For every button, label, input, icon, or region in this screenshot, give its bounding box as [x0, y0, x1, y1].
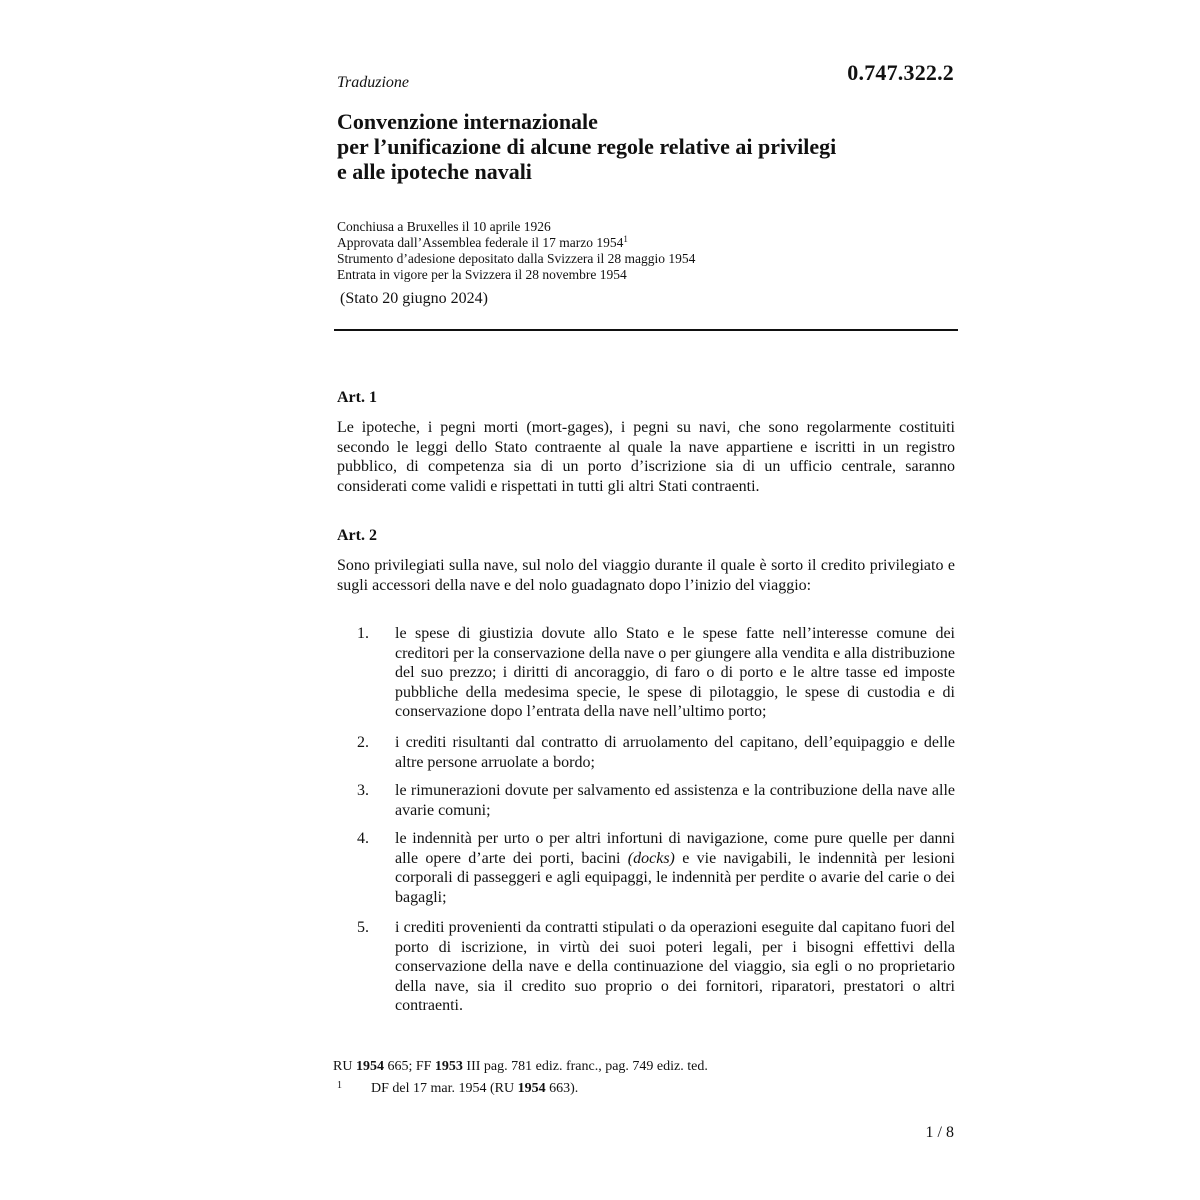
article-heading: Art. 1 [337, 389, 377, 406]
ru-mid: 665; FF [383, 1059, 435, 1074]
ff-year: 1953 [434, 1059, 463, 1074]
document-metadata [337, 219, 695, 283]
footnote-marker: 1 [337, 1080, 342, 1091]
list-item-number: 2. [357, 734, 369, 751]
title-line: Convenzione internazionale [337, 109, 598, 134]
article-1-text: Le ipoteche, i pegni morti (mort-gages), i pegni su navi, che sono regolarmente costituiti secondo le leggi dello Stato contraente al quale la nave appartiene e iscritti in un registro pubblico, di competenza sia di un porto d’iscrizione sia di un ufficio centrale, saranno considerati come validi e rispettati in tutti gli altri Stati contraenti. [337, 419, 955, 495]
approval-line [337, 235, 695, 251]
list-item-number: 1. [357, 625, 369, 642]
list-item [337, 918, 955, 1016]
approved-date: Approvata dall’Assemblea federale il 17 marzo 1954 [337, 235, 624, 250]
document-title [337, 109, 957, 184]
page-number: 1 / 8 [925, 1124, 954, 1141]
footnote-text [371, 1081, 578, 1097]
ff-rest: III pag. 781 ediz. franc., pag. 749 ediz. ted. [462, 1059, 708, 1074]
list-item-number: 4. [357, 830, 369, 847]
header-divider [334, 329, 958, 331]
footnote-text-part: 663). [545, 1081, 579, 1096]
list-item-text [395, 829, 955, 907]
footnote-ref[interactable]: 1 [623, 234, 628, 244]
list-item-text: le spese di giustizia dovute allo Stato e le spese fatte nell’interesse comune dei creditori per la conservazione della nave o per giungere alla vendita e alla distribuzione del suo prezzo; i diritti di ancoraggio, di faro o di porto e le altre tasse ed imposte pubbliche della medesima specie, le spese di pilotaggio, le spese di custodia e di conservazione dopo l’entrata della nave nell’ultimo porto; [395, 625, 955, 720]
status-date: (Stato 20 giugno 2024) [340, 290, 488, 307]
sr-number: 0.747.322.2 [847, 60, 954, 85]
list-item-number: 5. [357, 919, 369, 936]
list-item [337, 829, 955, 907]
title-line: e alle ipoteche navali [337, 159, 532, 184]
in-force-date: Entrata in vigore per la Svizzera il 28 novembre 1954 [337, 267, 627, 282]
list-item [337, 781, 955, 820]
translation-label: Traduzione [337, 74, 410, 91]
list-item-number: 3. [357, 782, 369, 799]
list-item-text: le rimunerazioni dovute per salvamento ed assistenza e la contribuzione della nave alle avarie comuni; [395, 782, 955, 819]
list-item-text-part: e vie navigabili, le indennità per lesioni corporali di passeggeri e agli equipaggi, le indennità per perdite o avarie del carie o dei bagagli; [395, 849, 956, 906]
list-item [337, 733, 955, 772]
article-2-intro: Sono privilegiati sulla nave, sul nolo del viaggio durante il quale è sorto il credito privilegiato e sugli accessori della nave e del nolo guadagnato dopo l’inizio del viaggio: [337, 557, 955, 594]
docks-term: (docks) [627, 849, 675, 867]
ru-year: 1954 [355, 1059, 384, 1074]
list-item [337, 624, 955, 722]
instrument-date: Strumento d’adesione depositato dalla Svizzera il 28 maggio 1954 [337, 251, 696, 266]
footnote-year: 1954 [517, 1081, 546, 1096]
title-line: per l’unificazione di alcune regole relative ai privilegi [337, 134, 837, 159]
source-reference [333, 1059, 708, 1075]
ru-label: RU [333, 1059, 356, 1074]
footnote-text-part: DF del 17 mar. 1954 (RU [371, 1081, 518, 1096]
list-item-text: i crediti provenienti da contratti stipulati o da operazioni eseguite dal capitano fuori del porto di iscrizione, in virtù dei suoi poteri legali, per i bisogni effettivi della conservazione della nave e della continuazione del viaggio, sia egli o no proprietario della nave, sia il credito suo proprio o dei fornitori, riparatori, prestatori o altri contraenti. [395, 919, 955, 1014]
article-heading: Art. 2 [337, 527, 377, 544]
list-item-text: i crediti risultanti dal contratto di arruolamento del capitano, dell’equipaggio e delle altre persone arruolate a bordo; [395, 734, 955, 771]
concluded-date: Conchiusa a Bruxelles il 10 aprile 1926 [337, 219, 551, 234]
list-item-text-part: le indennità per urto o per altri infortuni di navigazione, come pure quelle per danni alle opere d’arte dei porti, bacini [395, 830, 955, 867]
